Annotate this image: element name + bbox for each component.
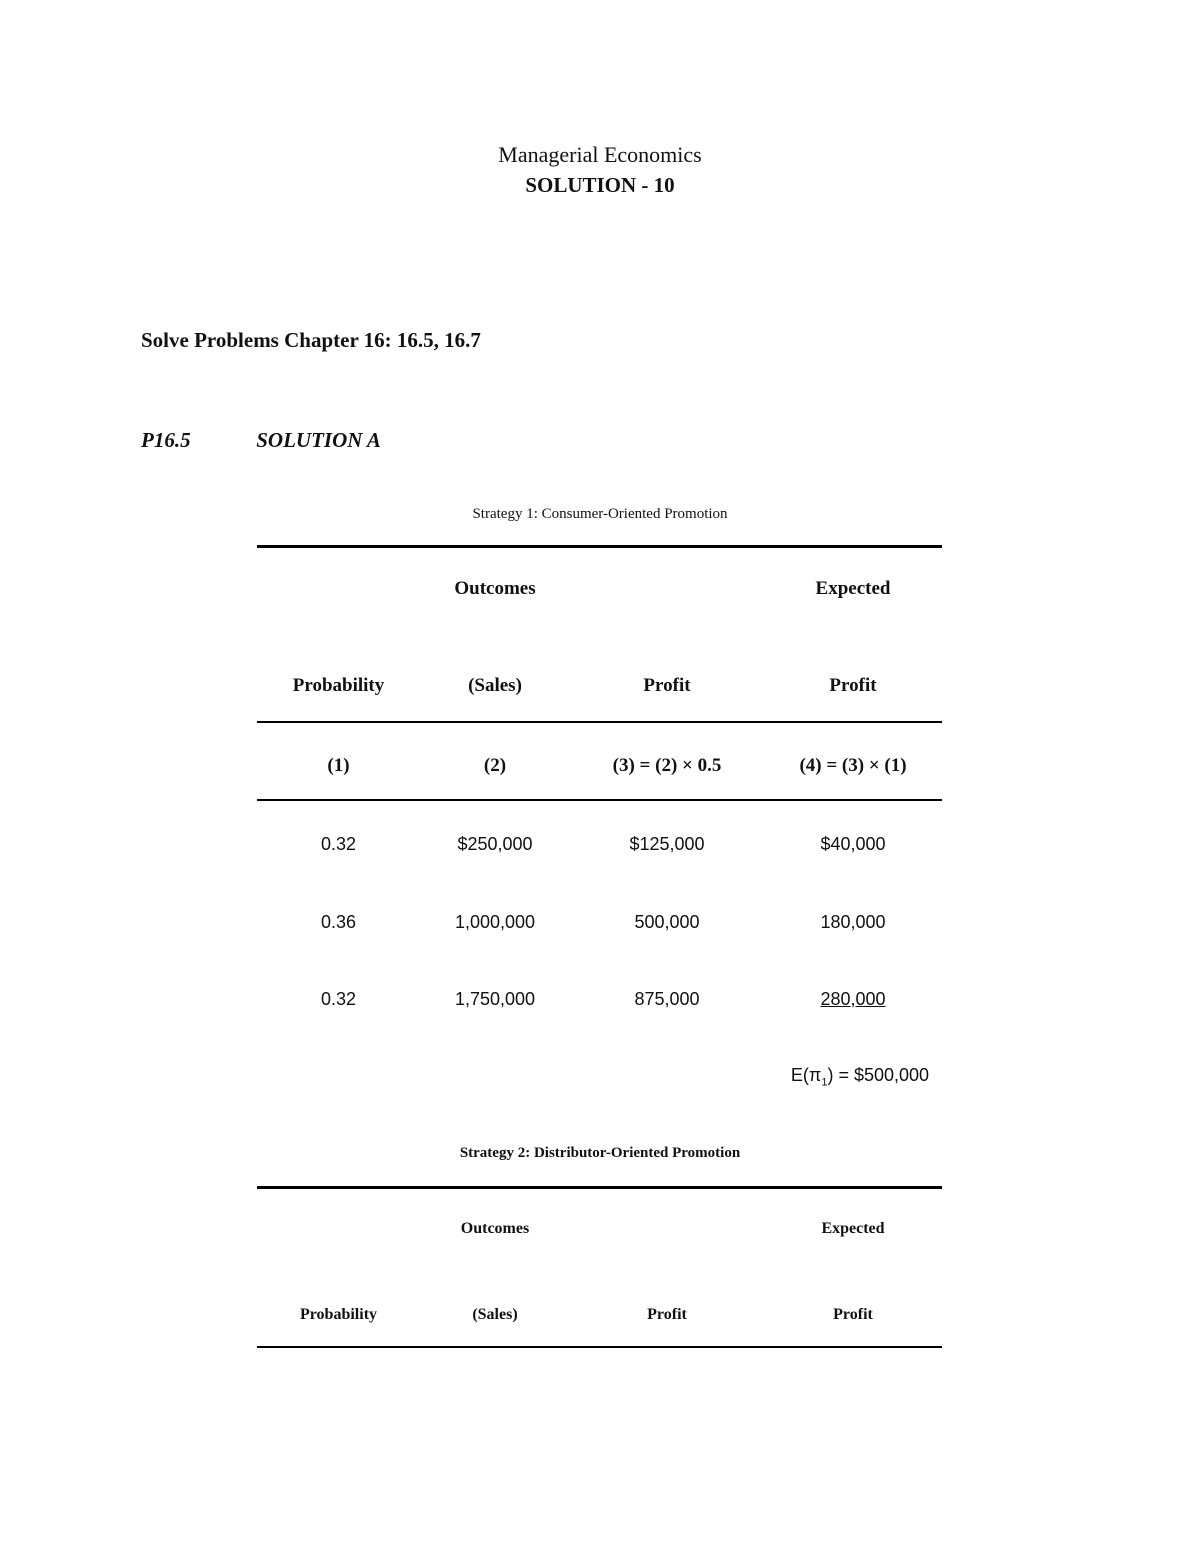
table1-cell: $250,000 [457, 834, 533, 854]
expected-total-sub: 1 [821, 1076, 828, 1089]
table1-cell-underlined [764, 989, 942, 1010]
problem-part: SOLUTION A [256, 428, 381, 452]
table2-header-sales: (Sales) [472, 1306, 518, 1323]
table1-cell: 875,000 [634, 989, 700, 1009]
problem-heading [141, 428, 381, 453]
table1-cell: $125,000 [629, 834, 705, 854]
table2-header-outcomes: Outcomes [460, 1220, 530, 1237]
table2-header-expected: Expected [821, 1220, 885, 1237]
table1-top-rule [257, 545, 942, 548]
table1-cell: 180,000 [820, 912, 886, 932]
table1-header-expected: Expected [815, 578, 891, 599]
problem-id: P16.5 [141, 428, 191, 452]
table2-top-rule [257, 1186, 942, 1189]
table1-header-expected-profit: Profit [829, 675, 877, 696]
document-title: Managerial Economics [498, 142, 702, 167]
strategy2-caption: Strategy 2: Distributor-Oriented Promotion [459, 1145, 741, 1161]
table1-formula-rule [257, 799, 942, 801]
table1-formula-col4: (4) = (3) × (1) [799, 755, 907, 776]
table1-header-sales: (Sales) [468, 675, 522, 696]
table1-formula-col1: (1) [327, 755, 350, 776]
table1-cell-underlined-text: 280,000 [820, 989, 886, 1009]
table1-formula-col2: (2) [483, 755, 507, 776]
table2-header-probability: Probability [299, 1306, 378, 1323]
assignment-line: Solve Problems Chapter 16: 16.5, 16.7 [141, 328, 481, 352]
table1-header-profit: Profit [643, 675, 691, 696]
table1-formula-col3: (3) = (2) × 0.5 [612, 755, 722, 776]
table1-header-outcomes: Outcomes [454, 578, 536, 599]
table1-cell: $40,000 [820, 834, 886, 854]
table2-header-profit: Profit [647, 1306, 687, 1323]
table1-header-probability: Probability [292, 675, 385, 696]
expected-total-prefix: E(π [790, 1065, 822, 1085]
table2-header-rule [257, 1346, 942, 1348]
expected-total-suffix: ) = $500,000 [827, 1065, 930, 1085]
strategy1-caption: Strategy 1: Consumer-Oriented Promotion [472, 506, 728, 522]
table1-cell: 500,000 [634, 912, 700, 932]
table1-cell: 0.36 [320, 912, 357, 932]
table1-header-rule [257, 721, 942, 723]
table1-cell: 1,750,000 [454, 989, 536, 1009]
document-subtitle: SOLUTION - 10 [525, 173, 675, 197]
table1-cell: 1,000,000 [454, 912, 536, 932]
expected-profit-total [760, 1065, 960, 1089]
table1-cell: 0.32 [320, 834, 357, 854]
document-header [0, 140, 1200, 200]
table2-header-expected-profit: Profit [833, 1306, 873, 1323]
table1-cell: 0.32 [320, 989, 357, 1009]
